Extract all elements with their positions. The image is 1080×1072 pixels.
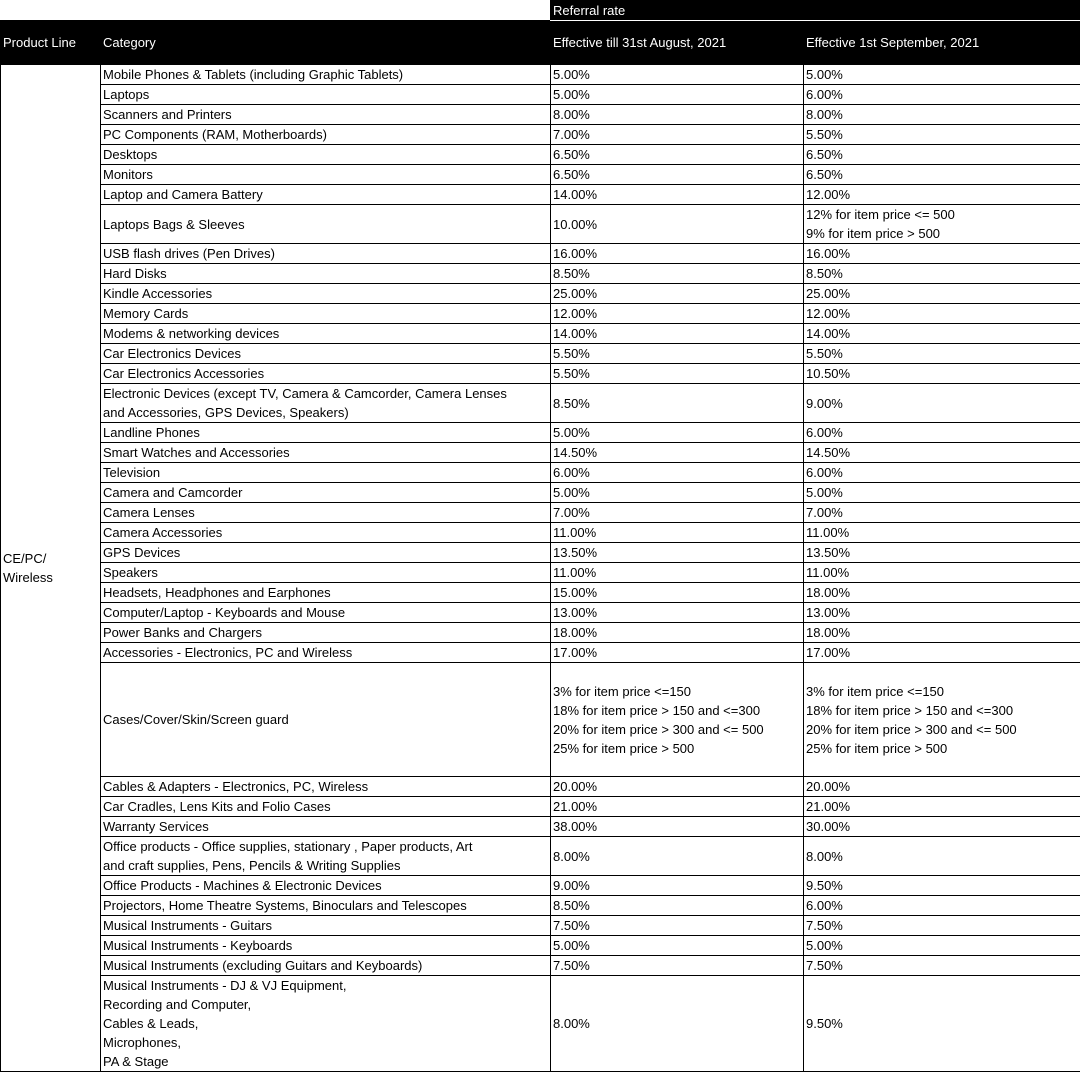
cell-line: 5.50% — [553, 364, 801, 383]
cell-line: 14.00% — [806, 324, 1078, 343]
cell-line: Laptop and Camera Battery — [103, 185, 548, 204]
cell-line: 6.50% — [806, 145, 1078, 164]
rate-till-aug-cell — [551, 185, 804, 205]
category-cell — [101, 244, 551, 264]
cell-line: 9.50% — [806, 1014, 1078, 1033]
cell-line: Cables & Adapters - Electronics, PC, Wireless — [103, 777, 548, 796]
cell-line: Accessories - Electronics, PC and Wireless — [103, 643, 548, 662]
cell-line: 21.00% — [806, 797, 1078, 816]
cell-line: 9.00% — [553, 876, 801, 895]
rate-from-sep-cell — [804, 344, 1080, 364]
cell-line: 7.00% — [553, 503, 801, 522]
cell-line: 10.50% — [806, 364, 1078, 383]
category-cell — [101, 483, 551, 503]
rate-from-sep-cell — [804, 125, 1080, 145]
cell-line: and craft supplies, Pens, Pencils & Writing Supplies — [103, 856, 548, 875]
category-cell — [101, 304, 551, 324]
cell-line: 8.50% — [553, 394, 801, 413]
super-header-row — [1, 1, 1080, 21]
cell-line: 7.00% — [806, 503, 1078, 522]
table-row — [1, 105, 1080, 125]
cell-line: 3% for item price <=150 — [806, 682, 1078, 701]
cell-line: 5.00% — [553, 483, 801, 502]
rate-till-aug-cell — [551, 125, 804, 145]
rate-from-sep-cell — [804, 85, 1080, 105]
cell-line: Musical Instruments - Keyboards — [103, 936, 548, 955]
rate-till-aug-cell — [551, 344, 804, 364]
table-row — [1, 543, 1080, 563]
category-cell — [101, 105, 551, 125]
cell-line: 14.00% — [553, 185, 801, 204]
table-row — [1, 936, 1080, 956]
rate-from-sep-cell — [804, 483, 1080, 503]
table-row — [1, 956, 1080, 976]
cell-line: 14.50% — [553, 443, 801, 462]
cell-line: Camera and Camcorder — [103, 483, 548, 502]
cell-line: 20% for item price > 300 and <= 500 — [806, 720, 1078, 739]
cell-line: 21.00% — [553, 797, 801, 816]
cell-line: 15.00% — [553, 583, 801, 602]
rate-till-aug-cell — [551, 896, 804, 916]
rate-from-sep-cell — [804, 976, 1080, 1072]
category-cell — [101, 603, 551, 623]
cell-line: Mobile Phones & Tablets (including Graphic Tablets) — [103, 65, 548, 84]
cell-line: 14.00% — [553, 324, 801, 343]
category-cell — [101, 324, 551, 344]
category-cell — [101, 976, 551, 1072]
cell-line: 13.00% — [553, 603, 801, 622]
cell-line: 13.50% — [806, 543, 1078, 562]
table-row — [1, 185, 1080, 205]
rate-from-sep-cell — [804, 523, 1080, 543]
category-cell — [101, 936, 551, 956]
rate-from-sep-cell — [804, 165, 1080, 185]
rate-from-sep-cell — [804, 643, 1080, 663]
cell-line: Monitors — [103, 165, 548, 184]
rate-till-aug-cell — [551, 463, 804, 483]
cell-line: 6.50% — [553, 165, 801, 184]
category-cell — [101, 797, 551, 817]
cell-line: 17.00% — [806, 643, 1078, 662]
rate-from-sep-cell — [804, 264, 1080, 284]
category-cell — [101, 817, 551, 837]
table-row — [1, 384, 1080, 423]
cell-line: PA & Stage — [103, 1052, 548, 1071]
table-row — [1, 423, 1080, 443]
cell-line: 8.00% — [553, 1014, 801, 1033]
rate-till-aug-cell — [551, 603, 804, 623]
rate-till-aug-cell — [551, 623, 804, 643]
rate-from-sep-cell — [804, 563, 1080, 583]
cell-line: 11.00% — [806, 563, 1078, 582]
table-row — [1, 364, 1080, 384]
cell-line: 5.00% — [553, 936, 801, 955]
table-row — [1, 284, 1080, 304]
category-cell — [101, 837, 551, 876]
table-row — [1, 145, 1080, 165]
rate-from-sep-cell — [804, 623, 1080, 643]
rate-from-sep-cell — [804, 837, 1080, 876]
rate-from-sep-cell — [804, 463, 1080, 483]
cell-line: 20% for item price > 300 and <= 500 — [553, 720, 801, 739]
cell-line: 18.00% — [553, 623, 801, 642]
category-cell — [101, 384, 551, 423]
rate-till-aug-cell — [551, 663, 804, 777]
rate-from-sep-cell — [804, 797, 1080, 817]
rate-from-sep-cell — [804, 916, 1080, 936]
rate-till-aug-cell — [551, 503, 804, 523]
rate-till-aug-cell — [551, 165, 804, 185]
cell-line: 5.00% — [806, 65, 1078, 84]
cell-line: 20.00% — [806, 777, 1078, 796]
blank-corner — [1, 1, 551, 21]
cell-line: 25.00% — [553, 284, 801, 303]
cell-line: 20.00% — [553, 777, 801, 796]
rate-from-sep-cell — [804, 105, 1080, 125]
cell-line: 5.00% — [553, 85, 801, 104]
category-cell — [101, 205, 551, 244]
rate-till-aug-cell — [551, 837, 804, 876]
table-row — [1, 643, 1080, 663]
cell-line: Musical Instruments - Guitars — [103, 916, 548, 935]
rate-till-aug-cell — [551, 145, 804, 165]
table-row — [1, 583, 1080, 603]
cell-line: Car Electronics Accessories — [103, 364, 548, 383]
rate-from-sep-cell — [804, 503, 1080, 523]
cell-line: Memory Cards — [103, 304, 548, 323]
cell-line: 18% for item price > 150 and <=300 — [806, 701, 1078, 720]
cell-line: 5.50% — [553, 344, 801, 363]
category-cell — [101, 185, 551, 205]
cell-line: 9.00% — [806, 394, 1078, 413]
rate-till-aug-cell — [551, 543, 804, 563]
cell-line: Car Cradles, Lens Kits and Folio Cases — [103, 797, 548, 816]
cell-line: 5.00% — [806, 483, 1078, 502]
rate-till-aug-cell — [551, 423, 804, 443]
cell-line: GPS Devices — [103, 543, 548, 562]
category-cell — [101, 643, 551, 663]
table-row — [1, 344, 1080, 364]
rate-till-aug-cell — [551, 304, 804, 324]
rate-from-sep-cell — [804, 185, 1080, 205]
category-cell — [101, 423, 551, 443]
cell-line: 7.50% — [553, 916, 801, 935]
cell-line: Electronic Devices (except TV, Camera & Camcorder, Camera Lenses — [103, 384, 548, 403]
table-row — [1, 463, 1080, 483]
referral-rate-super-header: Referral rate — [551, 1, 1080, 21]
cell-line: Camera Accessories — [103, 523, 548, 542]
cell-line: 8.50% — [806, 264, 1078, 283]
cell-line: 8.00% — [553, 847, 801, 866]
cell-line: 6.00% — [553, 463, 801, 482]
cell-line: 25% for item price > 500 — [806, 739, 1078, 758]
table-row — [1, 976, 1080, 1072]
cell-line: USB flash drives (Pen Drives) — [103, 244, 548, 263]
category-cell — [101, 165, 551, 185]
rate-from-sep-cell — [804, 817, 1080, 837]
cell-line: 13.00% — [806, 603, 1078, 622]
rate-till-aug-cell — [551, 284, 804, 304]
category-cell — [101, 364, 551, 384]
cell-line: Musical Instruments - DJ & VJ Equipment, — [103, 976, 548, 995]
table-row — [1, 817, 1080, 837]
category-cell — [101, 623, 551, 643]
cell-line: 6.00% — [806, 423, 1078, 442]
table-row — [1, 523, 1080, 543]
rate-till-aug-cell — [551, 384, 804, 423]
table-row — [1, 837, 1080, 876]
rate-till-aug-cell — [551, 916, 804, 936]
cell-line: Wireless — [3, 568, 98, 587]
cell-line: 6.00% — [806, 463, 1078, 482]
table-row — [1, 85, 1080, 105]
rate-till-aug-cell — [551, 324, 804, 344]
cell-line: 7.50% — [553, 956, 801, 975]
rate-from-sep-cell — [804, 384, 1080, 423]
cell-line: Speakers — [103, 563, 548, 582]
cell-line: 5.50% — [806, 344, 1078, 363]
category-cell — [101, 65, 551, 85]
rate-till-aug-cell — [551, 85, 804, 105]
rate-till-aug-cell — [551, 264, 804, 284]
category-cell — [101, 583, 551, 603]
cell-line: 18.00% — [806, 623, 1078, 642]
category-cell — [101, 543, 551, 563]
header-category: Category — [101, 21, 551, 65]
cell-line: 6.50% — [806, 165, 1078, 184]
rate-till-aug-cell — [551, 483, 804, 503]
cell-line: Office products - Office supplies, stationary , Paper products, Art — [103, 837, 548, 856]
category-cell — [101, 503, 551, 523]
rate-till-aug-cell — [551, 244, 804, 264]
category-cell — [101, 663, 551, 777]
table-row — [1, 603, 1080, 623]
cell-line: 12.00% — [806, 185, 1078, 204]
cell-line: CE/PC/ — [3, 549, 98, 568]
header-row — [1, 21, 1080, 65]
table-row — [1, 876, 1080, 896]
cell-line: Car Electronics Devices — [103, 344, 548, 363]
cell-line: Headsets, Headphones and Earphones — [103, 583, 548, 602]
category-cell — [101, 264, 551, 284]
cell-line: 8.50% — [553, 896, 801, 915]
rate-till-aug-cell — [551, 936, 804, 956]
cell-line: PC Components (RAM, Motherboards) — [103, 125, 548, 144]
table-row — [1, 125, 1080, 145]
rate-till-aug-cell — [551, 443, 804, 463]
cell-line: 7.50% — [806, 956, 1078, 975]
category-cell — [101, 145, 551, 165]
header-product-line: Product Line — [1, 21, 101, 65]
rate-from-sep-cell — [804, 956, 1080, 976]
rate-from-sep-cell — [804, 205, 1080, 244]
rate-till-aug-cell — [551, 777, 804, 797]
rate-till-aug-cell — [551, 105, 804, 125]
cell-line: Projectors, Home Theatre Systems, Binoculars and Telescopes — [103, 896, 548, 915]
cell-line: 14.50% — [806, 443, 1078, 462]
rate-from-sep-cell — [804, 876, 1080, 896]
cell-line: 5.00% — [553, 423, 801, 442]
cell-line: Modems & networking devices — [103, 324, 548, 343]
cell-line: 12% for item price <= 500 — [806, 205, 1078, 224]
cell-line: Laptops Bags & Sleeves — [103, 215, 548, 234]
category-cell — [101, 443, 551, 463]
rate-till-aug-cell — [551, 205, 804, 244]
cell-line: 30.00% — [806, 817, 1078, 836]
rate-from-sep-cell — [804, 304, 1080, 324]
rate-till-aug-cell — [551, 876, 804, 896]
rate-till-aug-cell — [551, 976, 804, 1072]
rate-till-aug-cell — [551, 643, 804, 663]
cell-line: and Accessories, GPS Devices, Speakers) — [103, 403, 548, 422]
cell-line: 18% for item price > 150 and <=300 — [553, 701, 801, 720]
cell-line: 16.00% — [806, 244, 1078, 263]
cell-line: 18.00% — [806, 583, 1078, 602]
category-cell — [101, 125, 551, 145]
cell-line: Desktops — [103, 145, 548, 164]
cell-line: 9% for item price > 500 — [806, 224, 1078, 243]
rate-from-sep-cell — [804, 364, 1080, 384]
cell-line: 11.00% — [806, 523, 1078, 542]
table-row — [1, 916, 1080, 936]
rate-from-sep-cell — [804, 936, 1080, 956]
cell-line: Hard Disks — [103, 264, 548, 283]
cell-line: Musical Instruments (excluding Guitars and Keyboards) — [103, 956, 548, 975]
header-rate-till-aug-2021: Effective till 31st August, 2021 — [551, 21, 804, 65]
cell-line: 9.50% — [806, 876, 1078, 895]
category-cell — [101, 284, 551, 304]
table-row — [1, 304, 1080, 324]
cell-line: Cases/Cover/Skin/Screen guard — [103, 710, 548, 729]
category-cell — [101, 563, 551, 583]
cell-line: Scanners and Printers — [103, 105, 548, 124]
cell-line: Office Products - Machines & Electronic Devices — [103, 876, 548, 895]
cell-line: 11.00% — [553, 523, 801, 542]
rate-from-sep-cell — [804, 777, 1080, 797]
cell-line: Kindle Accessories — [103, 284, 548, 303]
cell-line: 16.00% — [553, 244, 801, 263]
product-line-cell — [1, 65, 101, 1072]
cell-line: Landline Phones — [103, 423, 548, 442]
category-cell — [101, 956, 551, 976]
category-cell — [101, 896, 551, 916]
table-row — [1, 483, 1080, 503]
cell-line: 8.00% — [553, 105, 801, 124]
rate-from-sep-cell — [804, 583, 1080, 603]
category-cell — [101, 344, 551, 364]
rate-till-aug-cell — [551, 956, 804, 976]
table-row — [1, 65, 1080, 85]
cell-line: 5.50% — [806, 125, 1078, 144]
rate-from-sep-cell — [804, 244, 1080, 264]
cell-line: Television — [103, 463, 548, 482]
table-row — [1, 503, 1080, 523]
cell-line: Power Banks and Chargers — [103, 623, 548, 642]
rate-from-sep-cell — [804, 543, 1080, 563]
rate-from-sep-cell — [804, 284, 1080, 304]
cell-line: Smart Watches and Accessories — [103, 443, 548, 462]
rate-from-sep-cell — [804, 443, 1080, 463]
table-row — [1, 623, 1080, 643]
cell-line: 3% for item price <=150 — [553, 682, 801, 701]
cell-line: 6.00% — [806, 85, 1078, 104]
cell-line: 12.00% — [553, 304, 801, 323]
cell-line: 7.00% — [553, 125, 801, 144]
rate-from-sep-cell — [804, 145, 1080, 165]
cell-line: Warranty Services — [103, 817, 548, 836]
cell-line: 11.00% — [553, 563, 801, 582]
cell-line: Laptops — [103, 85, 548, 104]
table-row — [1, 264, 1080, 284]
category-cell — [101, 463, 551, 483]
table-row — [1, 244, 1080, 264]
rate-from-sep-cell — [804, 896, 1080, 916]
table-row — [1, 324, 1080, 344]
table-row — [1, 443, 1080, 463]
rate-till-aug-cell — [551, 65, 804, 85]
table-row — [1, 797, 1080, 817]
cell-line: 5.00% — [553, 65, 801, 84]
cell-line: Microphones, — [103, 1033, 548, 1052]
header-rate-from-sep-2021: Effective 1st September, 2021 — [804, 21, 1080, 65]
rate-from-sep-cell — [804, 663, 1080, 777]
cell-line: 13.50% — [553, 543, 801, 562]
cell-line: Cables & Leads, — [103, 1014, 548, 1033]
category-cell — [101, 85, 551, 105]
table-body — [1, 65, 1080, 1072]
cell-line: Camera Lenses — [103, 503, 548, 522]
cell-line: Recording and Computer, — [103, 995, 548, 1014]
rate-till-aug-cell — [551, 364, 804, 384]
rate-from-sep-cell — [804, 65, 1080, 85]
cell-line: 6.00% — [806, 896, 1078, 915]
cell-line: 17.00% — [553, 643, 801, 662]
cell-line: Computer/Laptop - Keyboards and Mouse — [103, 603, 548, 622]
cell-line: 7.50% — [806, 916, 1078, 935]
category-cell — [101, 777, 551, 797]
cell-line: 25% for item price > 500 — [553, 739, 801, 758]
cell-line: 25.00% — [806, 284, 1078, 303]
cell-line: 8.50% — [553, 264, 801, 283]
category-cell — [101, 523, 551, 543]
rate-till-aug-cell — [551, 583, 804, 603]
category-cell — [101, 916, 551, 936]
rate-from-sep-cell — [804, 423, 1080, 443]
cell-line: 10.00% — [553, 215, 801, 234]
cell-line: 8.00% — [806, 847, 1078, 866]
cell-line: 5.00% — [806, 936, 1078, 955]
table-row — [1, 896, 1080, 916]
cell-line: 38.00% — [553, 817, 801, 836]
table-row — [1, 777, 1080, 797]
table-row — [1, 165, 1080, 185]
table-row — [1, 663, 1080, 777]
cell-line: 8.00% — [806, 105, 1078, 124]
rate-till-aug-cell — [551, 817, 804, 837]
category-cell — [101, 876, 551, 896]
rate-till-aug-cell — [551, 563, 804, 583]
rate-till-aug-cell — [551, 523, 804, 543]
table-row — [1, 563, 1080, 583]
rate-from-sep-cell — [804, 324, 1080, 344]
rate-till-aug-cell — [551, 797, 804, 817]
table-row — [1, 205, 1080, 244]
cell-line: 6.50% — [553, 145, 801, 164]
rate-from-sep-cell — [804, 603, 1080, 623]
cell-line: 12.00% — [806, 304, 1078, 323]
